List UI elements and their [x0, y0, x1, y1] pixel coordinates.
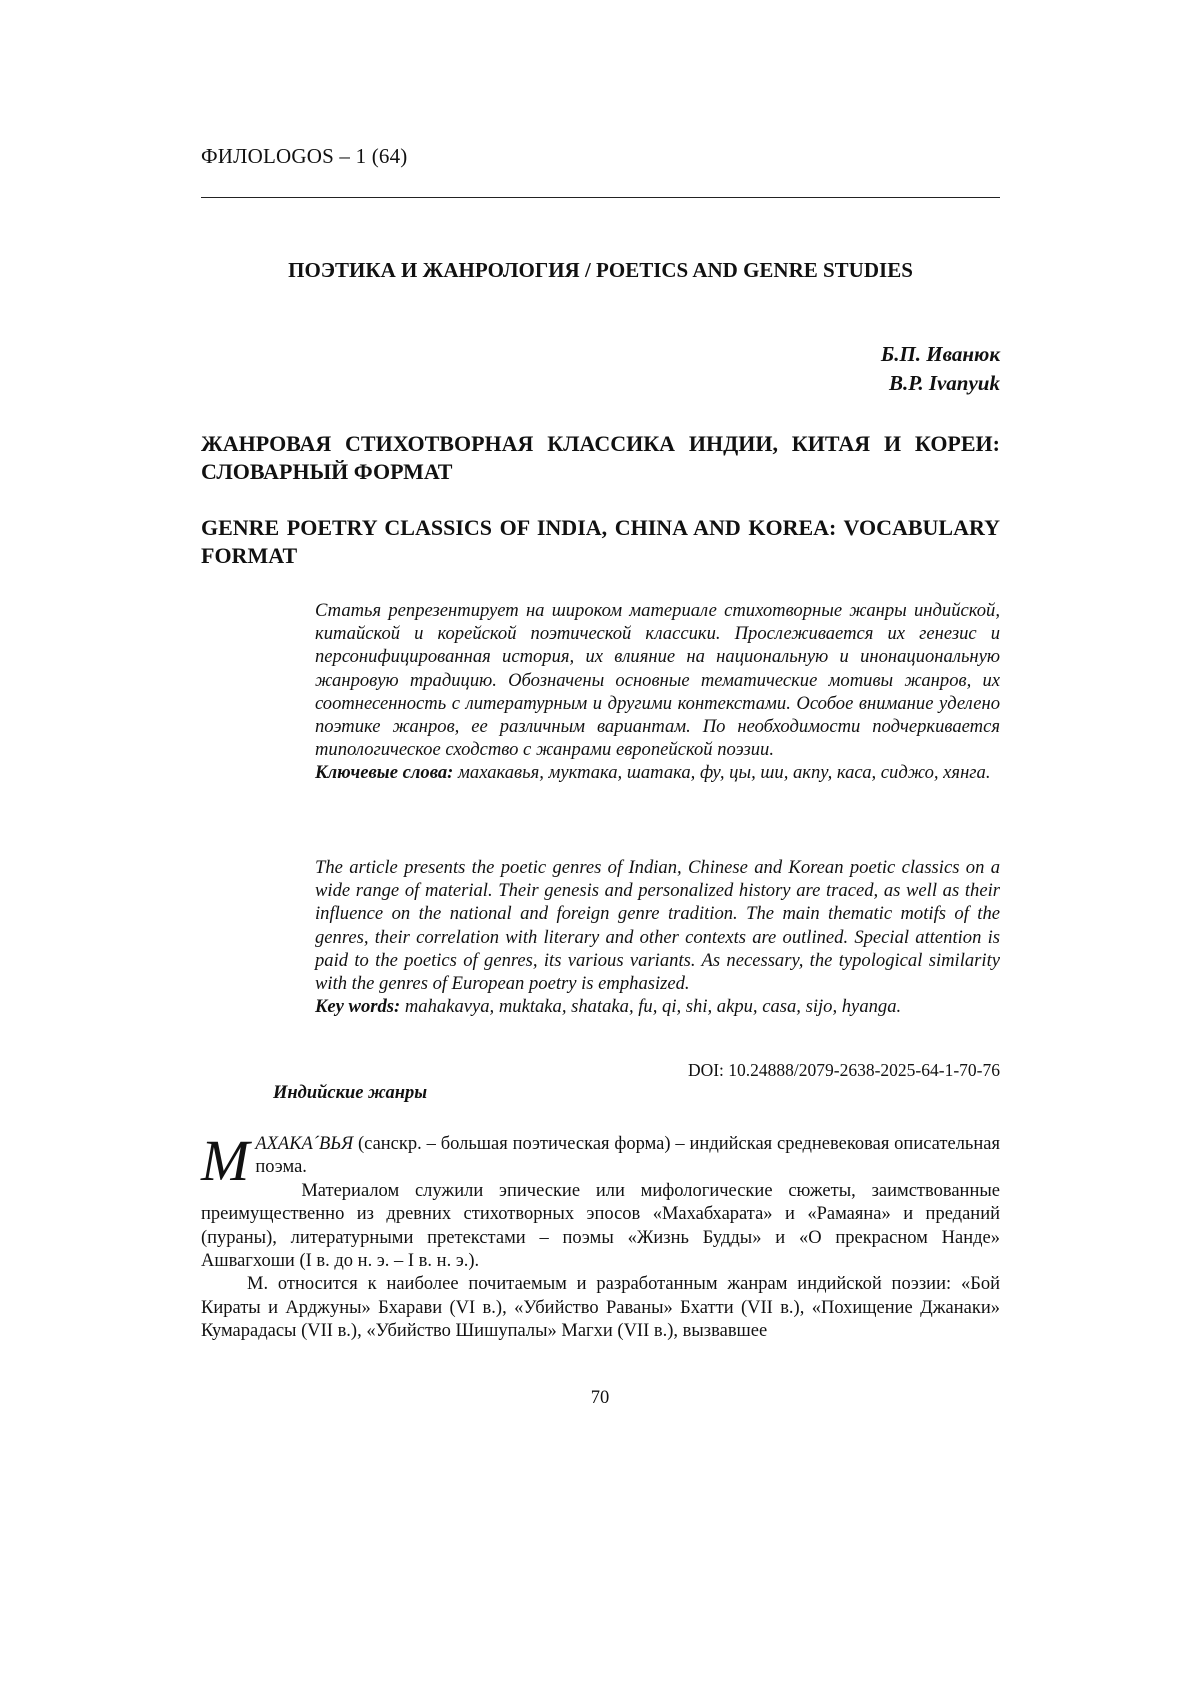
header-rule	[201, 197, 1000, 198]
abstract-ru-text: Статья репрезентирует на широком материале стихотворные жанры индийской, китайской и корейской поэтической классики. Прослеживается их генезис и персонифицированная история, их влияние на национальную и инонациональную жанровую традицию. Обозначены основные тематические мотивы жанров, их соотнесенность с литературным и другими контекстами. Особое внимание уделено поэтике жанров, ее различным вариантам. По необходимости подчеркивается типологическое сходство с жанрами европейской поэзии.	[315, 600, 1000, 760]
paragraph-1-text: (санскр. – большая поэтическая форма) – индийская средневековая описательная поэма.	[255, 1134, 1000, 1177]
subsection-heading: Индийские жанры	[273, 1083, 427, 1104]
paragraph-1	[201, 1133, 1000, 1180]
paragraph-3: М. относится к наиболее почитаемым и разработанным жанрам индийской поэзии: «Бой Кираты и Арджуны» Бхарави (VI в.), «Убийство Раваны» Бхатти (VII в.), «Похищение Джанаки» Кумарадасы (VII в.), «Убийство Шишупалы» Магхи (VII в.), вызвавшее	[201, 1273, 1000, 1343]
keywords-label-ru: Ключевые слова:	[315, 762, 453, 783]
abstract-en	[315, 856, 1000, 1018]
doi: DOI: 10.24888/2079-2638-2025-64-1-70-76	[688, 1060, 1000, 1081]
author-name-ru: Б.П. Иванюк	[881, 340, 1000, 369]
section-heading: ПОЭТИКА И ЖАНРОЛОГИЯ / POETICS AND GENRE STUDIES	[201, 258, 1000, 283]
body-text	[201, 1133, 1000, 1344]
keywords-ru: махакавья, муктака, шатака, фу, цы, ши, акпу, каса, сиджо, хянга.	[458, 762, 990, 783]
page-number: 70	[0, 1388, 1200, 1409]
term-headword: АХАКА´ВЬЯ	[255, 1134, 353, 1154]
keywords-label-en: Key words:	[315, 996, 400, 1017]
abstract-en-text: The article presents the poetic genres of Indian, Chinese and Korean poetic classics on a wide range of material. Their genesis and personalized history are traced, as well as their influence on the national and foreign genre tradition. The main thematic motifs of the genres, their correlation with literary and other contexts are outlined. Special attention is paid to the poetics of genres, its various variants. As necessary, the typological similarity with the genres of European poetry is emphasized.	[315, 857, 1000, 994]
drop-cap: М	[201, 1133, 249, 1183]
article-title-ru: ЖАНРОВАЯ СТИХОТВОРНАЯ КЛАССИКА ИНДИИ, КИТАЯ И КОРЕИ: СЛОВАРНЫЙ ФОРМАТ	[201, 430, 1000, 486]
paragraph-2: Материалом служили эпические или мифологические сюжеты, заимствованные преимущественно из древних стихотворных эпосов «Махабхарата» и «Рамаяна» и преданий (пураны), литературными претекстами – поэмы «Жизнь Будды» и «О прекрасном Нанде» Ашвагхоши (I в. до н. э. – I в. н. э.).	[201, 1180, 1000, 1274]
keywords-en: mahakavya, muktaka, shataka, fu, qi, shi, akpu, casa, sijo, hyanga.	[405, 996, 901, 1017]
author-name-en: B.P. Ivanyuk	[881, 369, 1000, 398]
abstract-ru	[315, 599, 1000, 785]
document-page	[0, 0, 1200, 1697]
journal-header: ФИЛОLOGOS – 1 (64)	[201, 144, 408, 169]
article-title-en: GENRE POETRY CLASSICS OF INDIA, CHINA AND KOREA: VOCABULARY FORMAT	[201, 514, 1000, 570]
authors	[881, 340, 1000, 398]
